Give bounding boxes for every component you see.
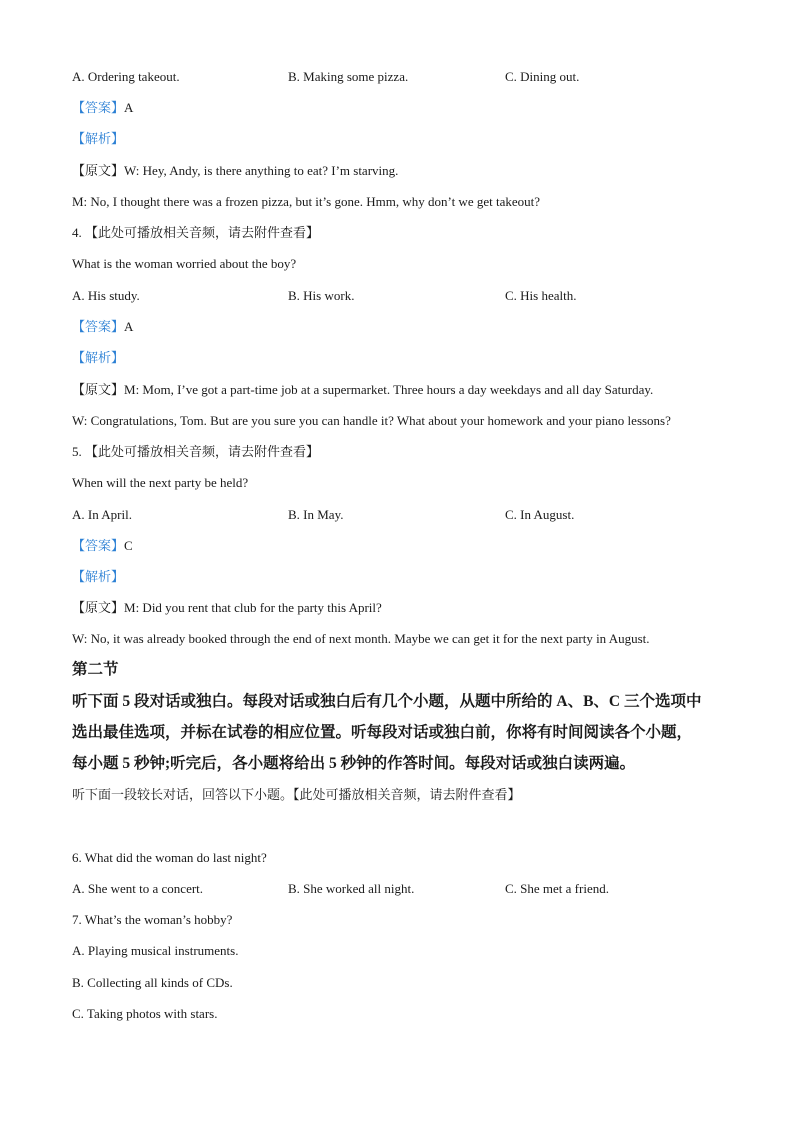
q4-analysis-tag: 【解析】 xyxy=(72,350,125,365)
q3-answer xyxy=(72,100,133,116)
q5-option-c: C. In August. xyxy=(505,507,575,522)
q7-option-b: B. Collecting all kinds of CDs. xyxy=(72,975,233,990)
q6-option-b: B. She worked all night. xyxy=(288,881,415,896)
q4-transcript-2: W: Congratulations, Tom. But are you sure you can handle it? What about your homework and your piano lessons? xyxy=(72,413,671,428)
section-title: 第二节 xyxy=(72,661,119,678)
q5-transcript-2: W: No, it was already booked through the end of next month. Maybe we can get it for the next party in August. xyxy=(72,631,650,646)
q4-transcript-1 xyxy=(72,382,653,398)
q3-transcript-1 xyxy=(72,163,398,179)
q5-option-a: A. In April. xyxy=(72,507,132,522)
transcript-text: M: Mom, I’ve got a part-time job at a supermarket. Three hours a day weekdays and all day Saturday. xyxy=(124,382,654,397)
answer-value: A xyxy=(124,319,134,334)
section-instructions-2: 选出最佳选项，并标在试卷的相应位置。听每段对话或独白前，你将有时间阅读各个小题， xyxy=(72,724,693,741)
q4-option-c: C. His health. xyxy=(505,288,577,303)
q4-option-a: A. His study. xyxy=(72,288,140,303)
q5-option-b: B. In May. xyxy=(288,507,344,522)
q4-option-b: B. His work. xyxy=(288,288,355,303)
q3-transcript-2: M: No, I thought there was a frozen pizza, but it’s gone. Hmm, why don’t we get takeout? xyxy=(72,194,541,209)
q7-option-c: C. Taking photos with stars. xyxy=(72,1006,218,1021)
answer-tag: 【答案】 xyxy=(72,319,125,334)
q6-option-a: A. She went to a concert. xyxy=(72,881,204,896)
q5-analysis-tag: 【解析】 xyxy=(72,569,125,584)
section-note: 听下面一段较长对话，回答以下小题。【此处可播放相关音频，请去附件查看】 xyxy=(72,787,521,802)
answer-value: C xyxy=(124,538,133,553)
q5-answer xyxy=(72,538,133,554)
original-tag: 【原文】 xyxy=(72,600,125,615)
transcript-text: M: Did you rent that club for the party this April? xyxy=(124,600,382,615)
q7-option-a: A. Playing musical instruments. xyxy=(72,943,239,958)
q3-option-a: A. Ordering takeout. xyxy=(72,69,180,84)
q5-transcript-1 xyxy=(72,600,382,616)
section-instructions-3: 每小题 5 秒钟;听完后，各小题将给出 5 秒钟的作答时间。每段对话或独白读两遍。 xyxy=(72,755,636,772)
q6-question: 6. What did the woman do last night? xyxy=(72,850,267,865)
q3-option-b: B. Making some pizza. xyxy=(288,69,409,84)
q5-header: 5. 【此处可播放相关音频，请去附件查看】 xyxy=(72,444,320,459)
q4-question: What is the woman worried about the boy? xyxy=(72,256,297,271)
answer-tag: 【答案】 xyxy=(72,100,125,115)
answer-value: A xyxy=(124,100,134,115)
q3-option-c: C. Dining out. xyxy=(505,69,580,84)
q3-analysis-tag: 【解析】 xyxy=(72,131,125,146)
q7-question: 7. What’s the woman’s hobby? xyxy=(72,912,233,927)
transcript-text: W: Hey, Andy, is there anything to eat? I’m starving. xyxy=(124,163,399,178)
original-tag: 【原文】 xyxy=(72,382,125,397)
original-tag: 【原文】 xyxy=(72,163,125,178)
q6-option-c: C. She met a friend. xyxy=(505,881,609,896)
q4-header: 4. 【此处可播放相关音频，请去附件查看】 xyxy=(72,225,320,240)
q4-answer xyxy=(72,319,133,335)
answer-tag: 【答案】 xyxy=(72,538,125,553)
section-instructions-1: 听下面 5 段对话或独白。每段对话或独白后有几个小题，从题中所给的 A、B、C 三个选项中 xyxy=(72,693,702,710)
q5-question: When will the next party be held? xyxy=(72,475,249,490)
